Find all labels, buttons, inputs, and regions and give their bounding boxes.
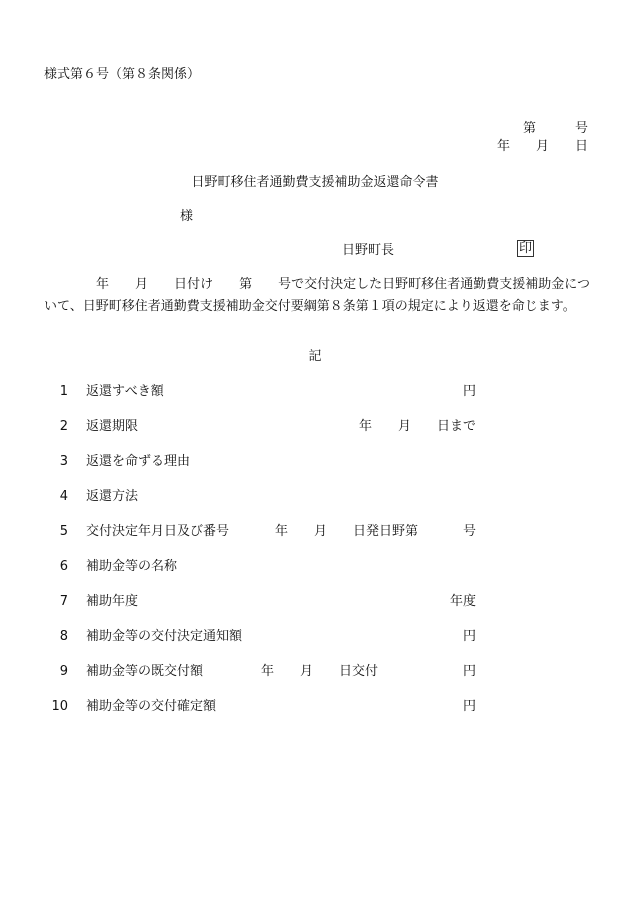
item-number: 1 <box>59 384 68 399</box>
item-right: 円 <box>462 384 476 399</box>
item-right: 円 <box>462 629 476 644</box>
item-label: 補助金等の交付決定通知額 <box>86 629 243 644</box>
item-label: 返還期限 <box>86 419 139 434</box>
item-label: 補助金等の交付確定額 <box>86 699 217 714</box>
item-middle: 年 月 日発日野第 <box>275 524 419 539</box>
item-number: 6 <box>59 559 68 574</box>
item-number: 3 <box>59 454 68 469</box>
item-label: 返還を命ずる理由 <box>86 454 191 469</box>
form-label: 様式第６号（第８条関係） <box>44 67 201 82</box>
item-right: 円 <box>462 664 476 679</box>
item-label: 交付決定年月日及び番号 <box>86 524 230 539</box>
item-number: 9 <box>59 664 68 679</box>
item-number: 10 <box>51 699 68 714</box>
item-number: 2 <box>59 419 68 434</box>
item-label: 補助年度 <box>86 594 139 609</box>
item-right: 円 <box>462 699 476 714</box>
item-number: 8 <box>59 629 68 644</box>
seal-mark <box>517 242 534 255</box>
document-number: 第 号 <box>522 121 588 136</box>
addressee-label: 様 <box>180 209 194 224</box>
issuer-name: 日野町長 <box>342 243 395 258</box>
item-label: 補助金等の名称 <box>86 559 178 574</box>
item-label: 返還方法 <box>86 489 139 504</box>
item-label: 補助金等の既交付額 <box>86 664 204 679</box>
item-number: 7 <box>59 594 68 609</box>
item-middle: 年 月 日交付 <box>261 664 379 679</box>
item-number: 4 <box>59 489 68 504</box>
item-right: 年 月 日まで <box>358 419 476 434</box>
item-right: 号 <box>462 524 476 539</box>
item-number: 5 <box>59 524 68 539</box>
document-date: 年 月 日 <box>496 139 588 154</box>
ki-heading: 記 <box>308 349 322 364</box>
seal-text: 印 <box>519 241 533 256</box>
document-title: 日野町移住者通勤費支援補助金返還命令書 <box>191 175 439 190</box>
item-right: 年度 <box>449 594 476 609</box>
item-label: 返還すべき額 <box>86 384 164 399</box>
body-paragraph: 年 月 日付け 第 号で交付決定した日野町移住者通勤費支援補助金について、日野町移住者通勤費支援補助金交付要綱第８条第１項の規定により返還を命じます。 <box>44 277 590 314</box>
